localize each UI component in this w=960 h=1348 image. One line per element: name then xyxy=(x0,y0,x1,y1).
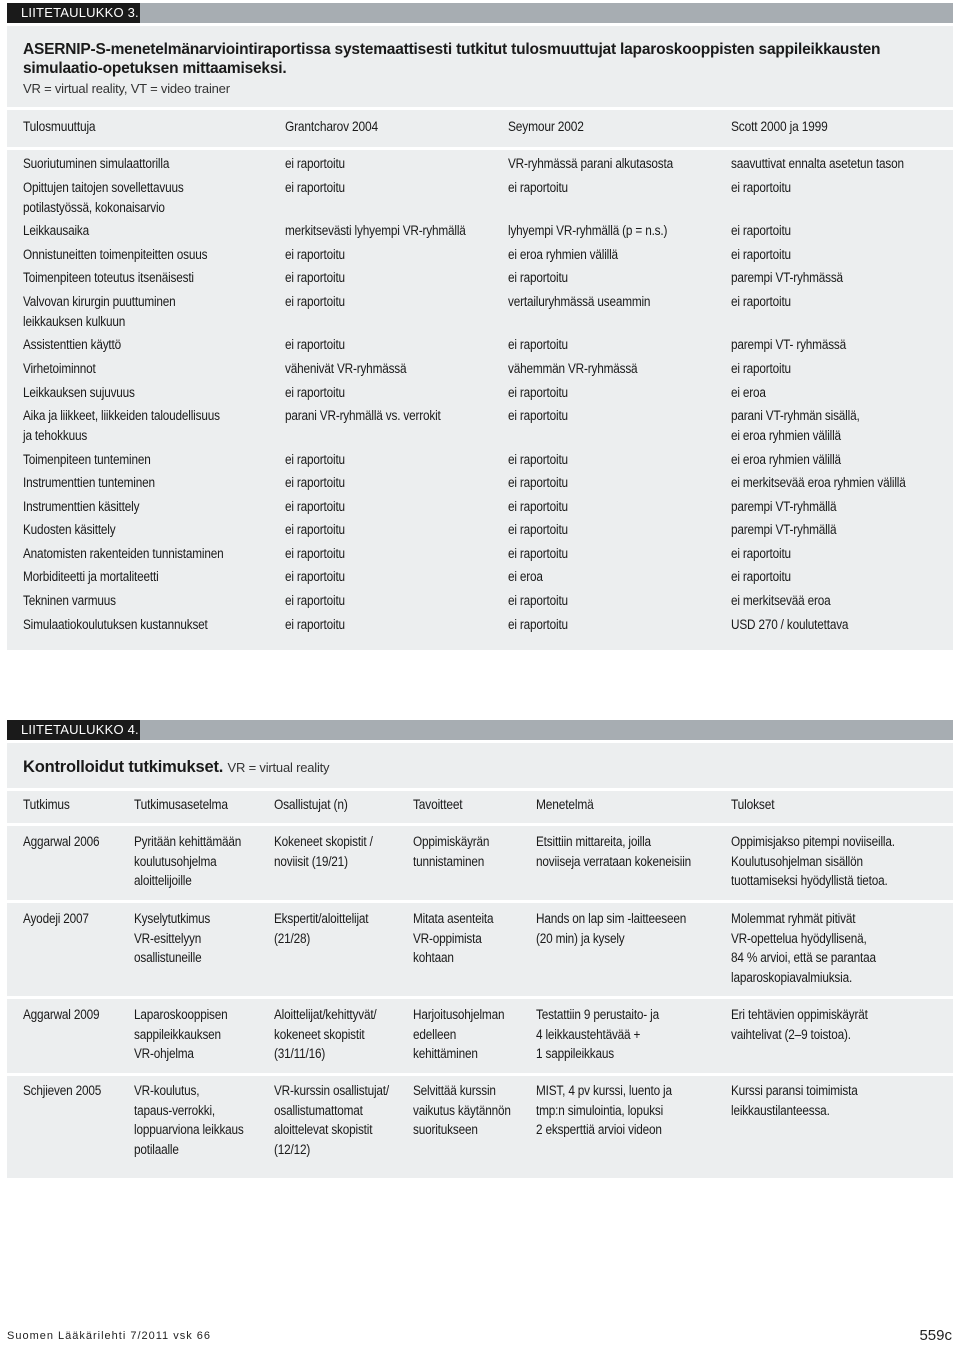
table4-cell: Harjoitusohjelman edelleen kehittäminen xyxy=(413,1007,505,1061)
table4-cell: VR-koulutus, tapaus-verrokki, loppuarviona leikkaus potilaalle xyxy=(134,1083,244,1157)
table3-cell: ei raportoitu xyxy=(285,247,345,262)
table3-cell: ei raportoitu xyxy=(731,294,791,309)
table3-cell: ei raportoitu xyxy=(508,593,568,608)
table3-tag: LIITETAULUKKO 3. xyxy=(7,3,149,23)
table4-panel xyxy=(7,743,953,1178)
table4-cell: Aloittelijat/kehittyvät/ kokeneet skopistit (31/11/16) xyxy=(274,1007,377,1061)
table3-cell: ei raportoitu xyxy=(731,569,791,584)
table3-cell: parempi VT-ryhmässä xyxy=(731,270,843,285)
table3-cell: ei raportoitu xyxy=(285,593,345,608)
table3-cell: vähenivät VR-ryhmässä xyxy=(285,361,407,376)
table4-cell: Aggarwal 2006 xyxy=(23,834,100,849)
table3-cell: Leikkausaika xyxy=(23,223,90,238)
table3-cell: merkitsevästi lyhyempi VR-ryhmällä xyxy=(285,223,466,238)
table3-title-line1: ASERNIP-S-menetelmänarviointiraportissa systemaattisesti tutkitut tulosmuuttujat laparoskooppisten sappileikkausten xyxy=(23,41,881,58)
table4-cell: Eri tehtävien oppimiskäyrät vaihtelivat (2–9 toistoa). xyxy=(731,1007,868,1042)
table3-cell: Toimenpiteen toteutus itsenäisesti xyxy=(23,270,194,285)
table3-cell: vertailuryhmässä useammin xyxy=(508,294,651,309)
table3-cell: Valvovan kirurgin puuttuminen leikkauksen kulkuun xyxy=(23,294,176,329)
table4-cell: Mitata asenteita VR-oppimista kohtaan xyxy=(413,911,494,965)
table3-cell: Assistenttien käyttö xyxy=(23,337,122,352)
table4-cell: Laparoskooppisen sappileikkauksen VR-ohjelma xyxy=(134,1007,228,1061)
table3-cell: ei merkitsevää eroa xyxy=(731,593,831,608)
table3-column-header: Tulosmuuttuja xyxy=(23,119,96,134)
table4-separator xyxy=(7,1073,953,1076)
table3-note: VR = virtual reality, VT = video trainer xyxy=(23,81,230,96)
table3-cell: Anatomisten rakenteiden tunnistaminen xyxy=(23,546,224,561)
table3-separator xyxy=(7,107,953,110)
table3-cell: ei raportoitu xyxy=(508,475,568,490)
table3-cell: VR-ryhmässä parani alkutasosta xyxy=(508,156,674,171)
table3-cell: ei raportoitu xyxy=(285,337,345,352)
table4-cell: Pyritään kehittämään koulutusohjelma aloittelijoille xyxy=(134,834,242,888)
table4-tag-bar xyxy=(140,720,953,740)
table3-cell: ei raportoitu xyxy=(285,270,345,285)
table3-cell: ei eroa xyxy=(731,385,766,400)
table3-cell: lyhyempi VR-ryhmällä (p = n.s.) xyxy=(508,223,668,238)
table3-cell: Onnistuneitten toimenpiteitten osuus xyxy=(23,247,208,262)
table3-cell: ei merkitsevää eroa ryhmien välillä xyxy=(731,475,906,490)
table4-cell: Testattiin 9 perustaito- ja 4 leikkaustehtävää + 1 sappileikkaus xyxy=(536,1007,659,1061)
table3-cell: vähemmän VR-ryhmässä xyxy=(508,361,638,376)
journal-footer: Suomen Lääkärilehti 7/2011 vsk 66 xyxy=(7,1330,212,1342)
table4-column-header: Tulokset xyxy=(731,797,775,812)
table3-cell: Simulaatiokoulutuksen kustannukset xyxy=(23,617,208,632)
table4-cell: Oppimiskäyrän tunnistaminen xyxy=(413,834,490,869)
table4-cell: VR-kurssin osallistujat/ osallistumattomat aloittelevat skopistit (12/12) xyxy=(274,1083,389,1157)
table4-separator xyxy=(7,823,953,826)
table3-cell: Instrumenttien käsittely xyxy=(23,499,140,514)
table3-cell: ei raportoitu xyxy=(508,522,568,537)
table3-cell: ei eroa ryhmien välillä xyxy=(508,247,618,262)
table3-cell: parani VR-ryhmällä vs. verrokit xyxy=(285,408,441,423)
table3-column-header: Grantcharov 2004 xyxy=(285,119,378,134)
table3-cell: ei raportoitu xyxy=(508,617,568,632)
table3-cell: ei raportoitu xyxy=(731,223,791,238)
table3-panel xyxy=(7,26,953,650)
table4-cell: Selvittää kurssin vaikutus käytännön suoritukseen xyxy=(413,1083,511,1137)
table3-cell: ei raportoitu xyxy=(285,569,345,584)
table3-column-header: Seymour 2002 xyxy=(508,119,584,134)
table4-column-header: Tutkimusasetelma xyxy=(134,797,228,812)
table4-cell: Hands on lap sim -laitteeseen (20 min) ja kysely xyxy=(536,911,687,946)
table3-cell: ei raportoitu xyxy=(508,546,568,561)
table3-title xyxy=(23,40,880,98)
table3-separator xyxy=(7,147,953,150)
table3-cell: ei raportoitu xyxy=(731,180,791,195)
page-number: 559c xyxy=(919,1327,952,1344)
table3-cell: ei raportoitu xyxy=(285,294,345,309)
table3-cell: Toimenpiteen tunteminen xyxy=(23,452,151,467)
table3-cell: ei eroa ryhmien välillä xyxy=(731,452,841,467)
table4-cell: MIST, 4 pv kurssi, luento ja tmp:n simulointia, lopuksi 2 eksperttiä arvioi videon xyxy=(536,1083,672,1137)
table4-column-header: Menetelmä xyxy=(536,797,594,812)
table3-title-line2: simulaatio-opetuksen mittaamiseksi. xyxy=(23,60,287,77)
table4-title xyxy=(23,758,329,777)
table3-cell: ei raportoitu xyxy=(285,546,345,561)
table3-cell: ei raportoitu xyxy=(285,475,345,490)
table4-column-header: Osallistujat (n) xyxy=(274,797,348,812)
table3-cell: ei raportoitu xyxy=(508,270,568,285)
table3-cell: Opittujen taitojen sovellettavuus potilastyössä, kokonaisarvio xyxy=(23,180,184,215)
table4-cell: Molemmat ryhmät pitivät VR-opettelua hyödyllisenä, 84 % arvioi, että se parantaa laparoskopiavalmiuksia. xyxy=(731,911,876,985)
table3-cell: Leikkauksen sujuvuus xyxy=(23,385,135,400)
table3-cell: parempi VT- ryhmässä xyxy=(731,337,847,352)
table4-cell: Oppimisjakso pitempi noviiseilla. Koulutusohjelman sisällön tuottamiseksi hyödyllistä tietoa. xyxy=(731,834,895,888)
table3-cell: ei raportoitu xyxy=(285,522,345,537)
table3-cell: Tekninen varmuus xyxy=(23,593,116,608)
table4-cell: Ayodeji 2007 xyxy=(23,911,89,926)
table3-cell: USD 270 / koulutettava xyxy=(731,617,849,632)
table3-cell: Instrumenttien tunteminen xyxy=(23,475,155,490)
table3-cell: ei raportoitu xyxy=(508,337,568,352)
table4-cell: Kyselytutkimus VR-esittelyyn osallistuneille xyxy=(134,911,211,965)
table3-cell: ei raportoitu xyxy=(508,408,568,423)
table3-cell: parempi VT-ryhmällä xyxy=(731,499,837,514)
table3-cell: ei raportoitu xyxy=(285,617,345,632)
table3-cell: Aika ja liikkeet, liikkeiden taloudellisuus ja tehokkuus xyxy=(23,408,220,443)
table3-cell: Suoriutuminen simulaattorilla xyxy=(23,156,170,171)
table3-cell: parani VT-ryhmän sisällä, ei eroa ryhmien välillä xyxy=(731,408,860,443)
table3-column-header: Scott 2000 ja 1999 xyxy=(731,119,828,134)
table3-cell: Morbiditeetti ja mortaliteetti xyxy=(23,569,159,584)
table3-cell: ei raportoitu xyxy=(285,452,345,467)
table3-cell: Kudosten käsittely xyxy=(23,522,116,537)
table4-tag: LIITETAULUKKO 4. xyxy=(7,720,149,740)
table3-cell: ei raportoitu xyxy=(285,180,345,195)
table4-cell: Ekspertit/aloittelijat (21/28) xyxy=(274,911,369,946)
table4-separator xyxy=(7,788,953,791)
table3-cell: ei raportoitu xyxy=(508,385,568,400)
table4-title-text: Kontrolloidut tutkimukset. xyxy=(23,758,224,776)
table3-cell: ei eroa xyxy=(508,569,543,584)
table3-cell: saavuttivat ennalta asetetun tason xyxy=(731,156,904,171)
table4-cell: Schjieven 2005 xyxy=(23,1083,102,1098)
table4-separator xyxy=(7,900,953,903)
table3-tag-bar xyxy=(140,3,953,23)
table4-cell: Aggarwal 2009 xyxy=(23,1007,100,1022)
table3-cell: ei raportoitu xyxy=(508,452,568,467)
table4-separator xyxy=(7,996,953,999)
table3-cell: ei raportoitu xyxy=(731,361,791,376)
table4-cell: Kurssi paransi toimimista leikkaustilanteessa. xyxy=(731,1083,858,1118)
table4-column-header: Tutkimus xyxy=(23,797,70,812)
table3-cell: ei raportoitu xyxy=(508,180,568,195)
table3-cell: Virhetoiminnot xyxy=(23,361,96,376)
table3-cell: ei raportoitu xyxy=(508,499,568,514)
table3-cell: parempi VT-ryhmällä xyxy=(731,522,837,537)
table3-cell: ei raportoitu xyxy=(285,156,345,171)
table4-cell: Kokeneet skopistit / noviisit (19/21) xyxy=(274,834,373,869)
table4-column-header: Tavoitteet xyxy=(413,797,463,812)
table4-note: VR = virtual reality xyxy=(227,760,330,775)
table4-cell: Etsittiin mittareita, joilla noviiseja verrataan kokeneisiin xyxy=(536,834,692,869)
table3-cell: ei raportoitu xyxy=(285,385,345,400)
table3-cell: ei raportoitu xyxy=(285,499,345,514)
table3-cell: ei raportoitu xyxy=(731,247,791,262)
table3-cell: ei raportoitu xyxy=(731,546,791,561)
